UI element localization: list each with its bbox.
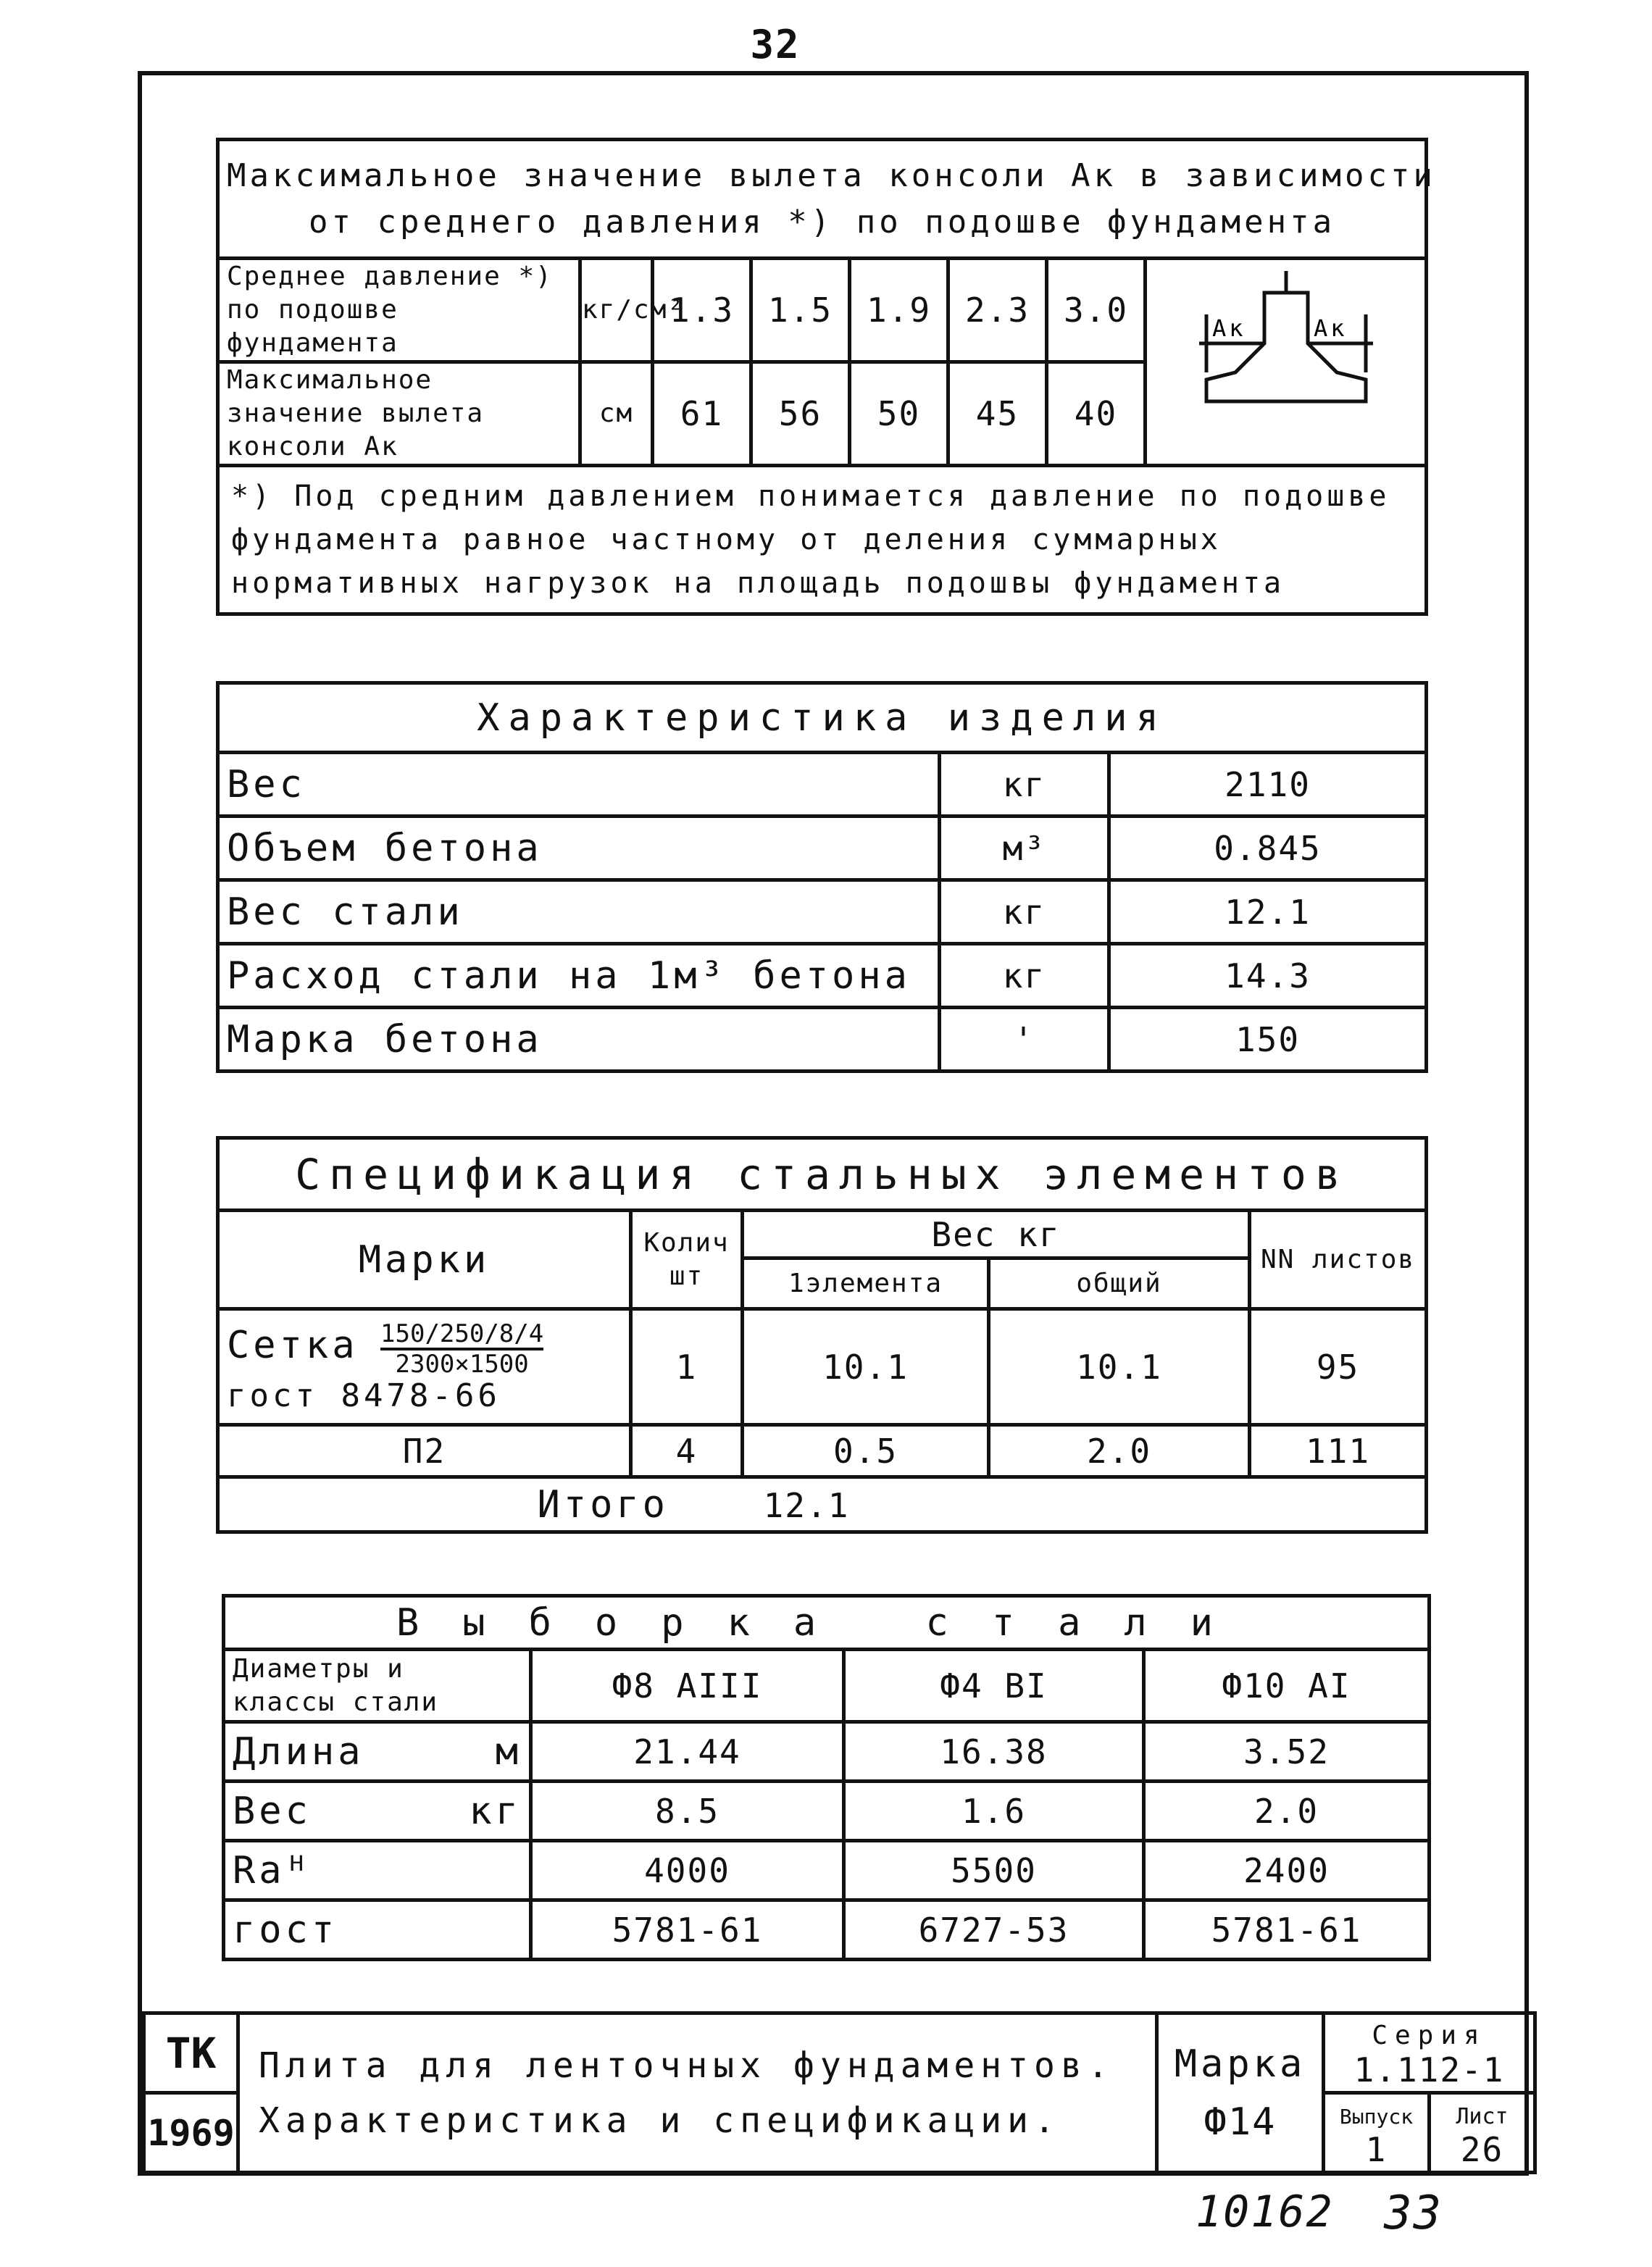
steel-col-header: Ф10 АI xyxy=(1144,1650,1430,1722)
steel-row-label-text: Длина xyxy=(233,1729,364,1774)
pressure-value: 3.0 xyxy=(1047,259,1146,362)
console-title-line2: от среднего давления *) по подошве фундамента xyxy=(309,203,1336,241)
spec-header-marks: Марки xyxy=(218,1211,631,1309)
stamp-series-cell xyxy=(1324,2013,1535,2093)
stamp-mark-cell xyxy=(1157,2013,1324,2173)
bottom-number-right: 33 xyxy=(1384,2187,1443,2240)
overhang-label: Максимальное значение вылета консоли Ак xyxy=(218,362,580,466)
spec-header-qty: Колич шт xyxy=(631,1211,743,1309)
steel-value: 5781-61 xyxy=(1144,1900,1430,1960)
stamp-mark-value: Ф14 xyxy=(1203,2100,1277,2144)
spec-total-label: Итого xyxy=(537,1482,669,1527)
steel-value: 5500 xyxy=(844,1841,1144,1900)
stamp-series-value: 1.112-1 xyxy=(1353,2050,1505,2089)
spec-row1-fraction xyxy=(380,1320,543,1378)
bottom-number-left: 10162 xyxy=(1196,2187,1334,2237)
char-label: Вес xyxy=(218,753,940,817)
spec-total-value: 12.1 xyxy=(763,1485,850,1525)
overhang-value: 56 xyxy=(751,362,850,466)
stamp-sheet-label: Лист xyxy=(1456,2103,1509,2129)
char-unit: ' xyxy=(940,1008,1109,1072)
steel-value: 2.0 xyxy=(1144,1782,1430,1841)
stamp-title-line2: Характеристика и спецификации. xyxy=(259,2100,1061,2141)
pressure-label: Среднее давление *) по подошве фундамента xyxy=(218,259,580,362)
overhang-unit: см xyxy=(580,362,653,466)
steel-value: 2400 xyxy=(1144,1841,1430,1900)
spec-row1-w-el: 10.1 xyxy=(743,1309,989,1425)
stamp-mark-label: Марка xyxy=(1174,2042,1306,2086)
steel-value: 1.6 xyxy=(844,1782,1144,1841)
pressure-unit: кг/см² xyxy=(580,259,653,362)
stamp-title xyxy=(238,2013,1157,2173)
overhang-value: 45 xyxy=(948,362,1047,466)
steel-value: 8.5 xyxy=(531,1782,844,1841)
spec-row1-frac-num: 150/250/8/4 xyxy=(380,1320,543,1350)
foundation-diagram-cell xyxy=(1146,259,1427,466)
pressure-value: 1.9 xyxy=(850,259,948,362)
char-unit: кг xyxy=(940,880,1109,944)
stamp-sheet-cell xyxy=(1430,2093,1535,2173)
spec-row1-mark xyxy=(218,1309,631,1425)
steel-row-label-text: Вес xyxy=(233,1789,312,1833)
spec-row2-qty: 4 xyxy=(631,1425,743,1477)
steel-row-label xyxy=(224,1841,531,1900)
stamp-series-label: Серия xyxy=(1372,2020,1487,2050)
char-label: Расход стали на 1м³ бетона xyxy=(218,944,940,1008)
spec-row1-sheet: 95 xyxy=(1250,1309,1427,1425)
diagram-label-ak-right: Ак xyxy=(1313,314,1348,342)
char-value: 150 xyxy=(1109,1008,1427,1072)
steel-col-header: Ф4 ВI xyxy=(844,1650,1144,1722)
console-table-title xyxy=(218,140,1436,259)
char-value: 0.845 xyxy=(1109,817,1427,880)
characteristics-table xyxy=(216,681,1428,1073)
overhang-value: 50 xyxy=(850,362,948,466)
steel-header-label: Диаметры и классы стали xyxy=(224,1650,531,1722)
spec-header-weight-total: общий xyxy=(989,1258,1250,1309)
footnote: *) Под средним давлением понимается давление по подошве фундамента равное частному от деления суммарных нормативных нагрузок на площадь подошвы фундамента xyxy=(218,466,1427,614)
console-table xyxy=(216,138,1436,616)
overhang-value: 61 xyxy=(653,362,751,466)
steel-row-label-text: гост xyxy=(233,1908,338,1952)
title-block xyxy=(142,2011,1537,2174)
spec-title: Спецификация стальных элементов xyxy=(218,1138,1427,1211)
spec-row1-frac-den: 2300×1500 xyxy=(395,1349,529,1379)
steel-row-label-text: Rаᴴ xyxy=(233,1848,312,1892)
spec-header-sheets: NN листов xyxy=(1250,1211,1427,1309)
stamp-org: ТК xyxy=(144,2013,238,2093)
stamp-title-line1: Плита для ленточных фундаментов. xyxy=(259,2045,1114,2086)
spec-row1-gost: гост 8478-66 xyxy=(227,1377,501,1414)
steel-value: 5781-61 xyxy=(531,1900,844,1960)
pressure-value: 2.3 xyxy=(948,259,1047,362)
spec-row2-w-total: 2.0 xyxy=(989,1425,1250,1477)
stamp-issue-label: Выпуск xyxy=(1339,2104,1414,2129)
steel-col-header: Ф8 АIII xyxy=(531,1650,844,1722)
stamp-issue-cell xyxy=(1324,2093,1430,2173)
spec-row1-qty: 1 xyxy=(631,1309,743,1425)
overhang-value: 40 xyxy=(1047,362,1146,466)
spec-row1-w-total: 10.1 xyxy=(989,1309,1250,1425)
char-label: Объем бетона xyxy=(218,817,940,880)
page-number-top: 32 xyxy=(750,22,801,67)
spec-row2-mark: П2 xyxy=(218,1425,631,1477)
characteristics-title: Характеристика изделия xyxy=(218,683,1427,753)
char-value: 12.1 xyxy=(1109,880,1427,944)
steel-row-unit: кг xyxy=(469,1789,522,1833)
diagram-label-ak-left: Ак xyxy=(1211,314,1246,342)
steel-value: 4000 xyxy=(531,1841,844,1900)
spec-row2-w-el: 0.5 xyxy=(743,1425,989,1477)
stamp-year: 1969 xyxy=(144,2093,238,2173)
steel-value: 16.38 xyxy=(844,1722,1144,1782)
char-label: Марка бетона xyxy=(218,1008,940,1072)
char-value: 14.3 xyxy=(1109,944,1427,1008)
steel-row-label xyxy=(224,1782,531,1841)
char-unit: м³ xyxy=(940,817,1109,880)
steel-table xyxy=(222,1594,1431,1961)
spec-total-row xyxy=(218,1477,1427,1532)
stamp-sheet-value: 26 xyxy=(1460,2129,1504,2169)
char-unit: кг xyxy=(940,753,1109,817)
char-label: Вес стали xyxy=(218,880,940,944)
char-value: 2110 xyxy=(1109,753,1427,817)
steel-row-label xyxy=(224,1722,531,1782)
steel-row-unit: м xyxy=(495,1729,522,1774)
spec-table xyxy=(216,1136,1428,1534)
spec-row1-mark-word: Сетка xyxy=(227,1323,359,1367)
console-title-line1: Максимальное значение вылета консоли Ак в зависимости xyxy=(227,156,1436,194)
steel-value: 6727-53 xyxy=(844,1900,1144,1960)
stamp-issue-value: 1 xyxy=(1365,2129,1388,2169)
char-unit: кг xyxy=(940,944,1109,1008)
spec-row2-sheet: 111 xyxy=(1250,1425,1427,1477)
spec-header-weight-element: 1элемента xyxy=(743,1258,989,1309)
steel-title: Выборка стали xyxy=(224,1596,1430,1650)
steel-value: 21.44 xyxy=(531,1722,844,1782)
spec-header-weight: Вес кг xyxy=(743,1211,1250,1258)
steel-row-label xyxy=(224,1900,531,1960)
steel-value: 3.52 xyxy=(1144,1722,1430,1782)
pressure-value: 1.5 xyxy=(751,259,850,362)
foundation-section-icon xyxy=(1156,264,1417,452)
pressure-value: 1.3 xyxy=(653,259,751,362)
